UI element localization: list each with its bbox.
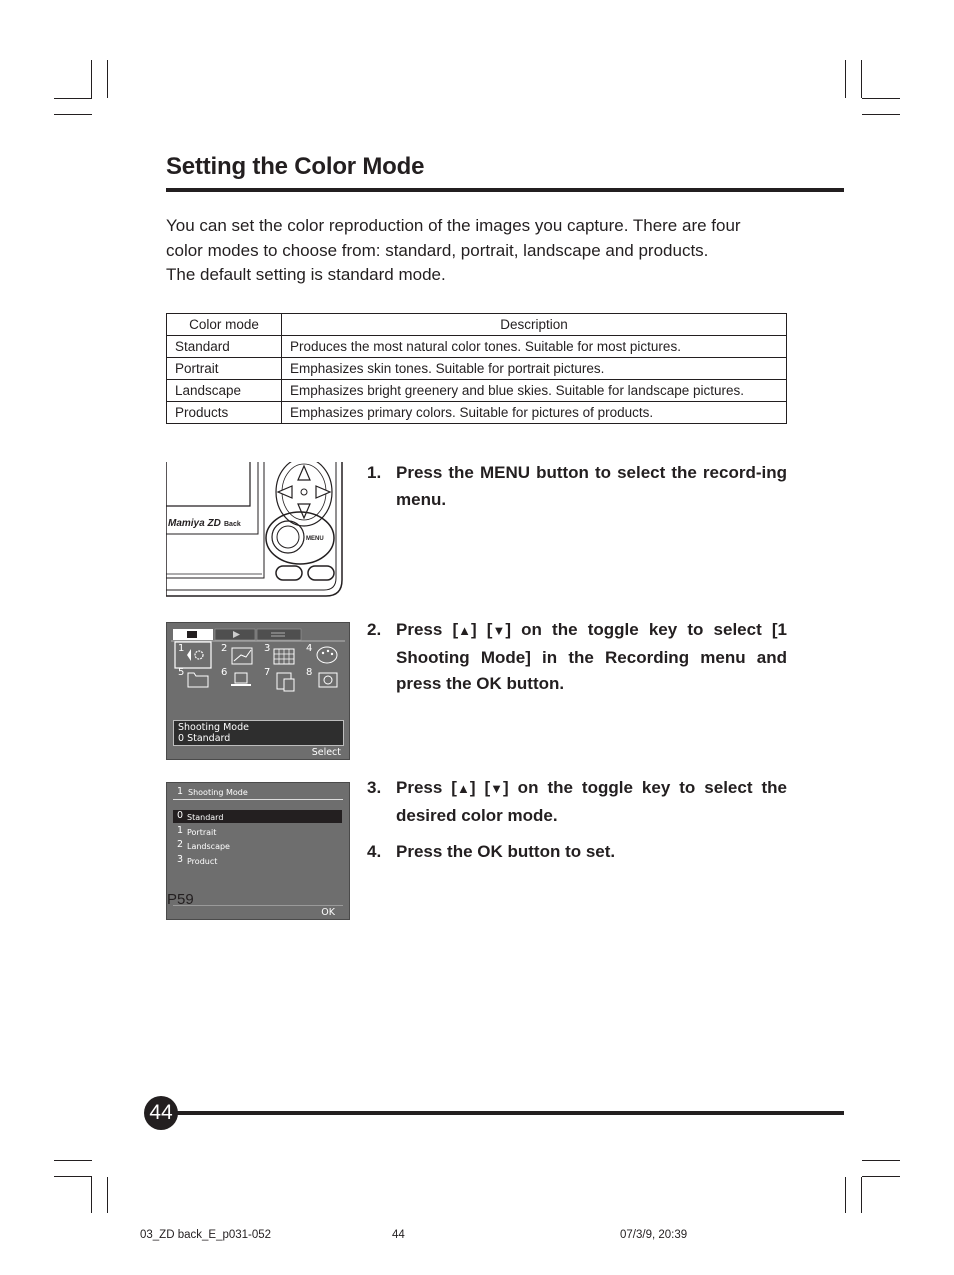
table-header: Color mode (167, 314, 282, 336)
step-text (396, 775, 787, 829)
mode-option-number: 0 (177, 810, 184, 821)
status-title: Shooting Mode (178, 722, 249, 733)
table-cell: Produces the most natural color tones. Suitable for most pictures. (282, 336, 787, 358)
table-cell: Products (167, 402, 282, 424)
crop-mark (107, 60, 108, 98)
table-cell: Standard (167, 336, 282, 358)
intro-line: color modes to choose from: standard, portrait, landscape and products. (166, 240, 709, 260)
crop-mark (107, 1177, 108, 1213)
crop-mark (861, 1177, 862, 1213)
status-value: 0 Standard (178, 733, 231, 744)
footer-page: 44 (392, 1229, 405, 1241)
mode-option-label[interactable]: Landscape (187, 842, 230, 851)
menu-item-number: 4 (306, 643, 313, 654)
crop-mark (862, 98, 900, 99)
crop-mark (862, 1160, 900, 1161)
menu-item-number: 5 (178, 667, 185, 678)
crop-mark (862, 1176, 900, 1177)
step-number: 2. (367, 620, 382, 639)
table-cell: Landscape (167, 380, 282, 402)
intro-paragraph (166, 214, 806, 288)
crop-mark (91, 60, 92, 98)
step-text-part: Press [ (396, 620, 459, 639)
crop-mark (845, 60, 846, 98)
mode-option-label[interactable]: Product (187, 857, 218, 866)
menu-item-number: 6 (221, 667, 228, 678)
screen-title-number: 1 (177, 786, 184, 797)
table-cell: Emphasizes primary colors. Suitable for pictures of products. (282, 402, 787, 424)
shooting-mode-screen (166, 782, 350, 920)
mode-option-number: 3 (177, 854, 184, 865)
crop-mark (861, 60, 862, 98)
table-row (167, 402, 787, 424)
table-row (167, 358, 787, 380)
mode-option-number: 2 (177, 839, 184, 850)
menu-button-label: MENU (306, 536, 324, 542)
page-reference: P59 (167, 891, 194, 908)
crop-mark (845, 1177, 846, 1213)
softkey-divider (173, 905, 343, 906)
table-row (167, 380, 787, 402)
step-text (396, 617, 787, 698)
bottom-rule (170, 1111, 844, 1115)
camera-back-illustration (166, 462, 344, 602)
table-cell: Emphasizes skin tones. Suitable for portrait pictures. (282, 358, 787, 380)
step-4 (367, 839, 787, 866)
step-number: 3. (367, 778, 382, 797)
toggle-down-icon: ▼ (492, 623, 506, 638)
step-text-part: ] [ (471, 620, 493, 639)
step-text: Press the OK button to set. (396, 842, 616, 861)
camera-brand-suffix: Back (224, 521, 241, 528)
step-text-part: ] on the toggle key to select [1 Shooting Mode] in the Recording menu and press the OK button. (396, 620, 787, 693)
toggle-down-icon: ▼ (490, 781, 504, 796)
menu-item-number: 1 (178, 643, 185, 654)
footer-file: 03_ZD back_E_p031-052 (140, 1229, 272, 1241)
step-1 (367, 460, 787, 513)
table-header: Description (282, 314, 787, 336)
step-text: Press the MENU button to select the record-ing menu. (396, 463, 787, 509)
color-mode-table (166, 313, 787, 424)
title-rule (166, 188, 844, 192)
recording-menu-screen (166, 622, 350, 760)
title-divider (173, 799, 343, 800)
crop-mark (54, 114, 92, 115)
step-text-part: ] on the toggle key to select the desired color mode. (396, 778, 787, 825)
mode-option-label[interactable]: Standard (187, 813, 224, 822)
table-cell: Portrait (167, 358, 282, 380)
menu-item-number: 8 (306, 667, 313, 678)
camera-brand: Mamiya ZD (168, 518, 221, 529)
step-text-part: Press [ (396, 778, 457, 797)
intro-line: The default setting is standard mode. (166, 265, 446, 284)
toggle-up-icon: ▲ (458, 623, 471, 638)
step-number: 4. (367, 842, 382, 861)
table-row (167, 336, 787, 358)
crop-mark (54, 1176, 92, 1177)
crop-mark (862, 114, 900, 115)
step-text-part: ] [ (469, 778, 491, 797)
status-box (173, 720, 344, 746)
softkey-select: Select (311, 747, 341, 758)
mode-option-label[interactable]: Portrait (187, 828, 217, 837)
crop-mark (91, 1177, 92, 1213)
footer-date: 07/3/9, 20:39 (620, 1229, 688, 1241)
softkey-ok: OK (321, 907, 335, 918)
table-header-row (167, 314, 787, 336)
step-3 (367, 775, 787, 829)
step-number: 1. (367, 463, 382, 482)
page-title: Setting the Color Mode (166, 153, 425, 180)
page-number: 44 (144, 1096, 178, 1130)
menu-item-number: 2 (221, 643, 228, 654)
toggle-up-icon: ▲ (456, 781, 470, 796)
screen-title: Shooting Mode (188, 788, 248, 797)
menu-item-number: 7 (264, 667, 271, 678)
intro-line: You can set the color reproduction of the images you capture. There are four (166, 216, 741, 235)
menu-item-number: 3 (264, 643, 271, 654)
crop-mark (54, 1160, 92, 1161)
crop-mark (54, 98, 92, 99)
table-cell: Emphasizes bright greenery and blue skies. Suitable for landscape pictures. (282, 380, 787, 402)
step-2 (367, 617, 787, 698)
mode-option-number: 1 (177, 825, 184, 836)
